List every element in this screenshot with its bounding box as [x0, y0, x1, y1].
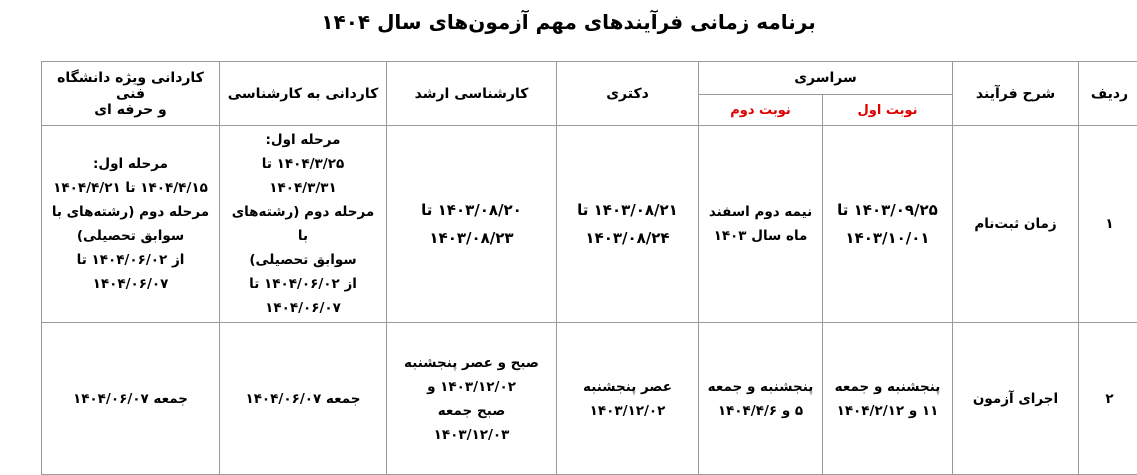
cell-nobat-dovom	[699, 323, 823, 475]
cell-sharh: اجرای آزمون	[953, 323, 1079, 475]
cell-line: ۱۴۰۴/۳/۲۵ تا ۱۴۰۴/۳/۳۱	[226, 152, 380, 200]
header-radif: ردیف	[1079, 62, 1137, 126]
cell-line: جمعه ۱۴۰۴/۰۶/۰۷	[48, 387, 213, 411]
cell-line: ۵ و ۱۴۰۴/۴/۶	[705, 399, 816, 423]
cell-line: ۱۴۰۳/۰۸/۲۱ تا	[563, 196, 692, 224]
cell-line: ۱۴۰۴/۰۶/۰۷	[48, 272, 213, 296]
cell-line: مرحله اول:	[48, 152, 213, 176]
schedule-table	[41, 61, 1137, 475]
header-doctori: دکتری	[557, 62, 699, 126]
cell-line: مرحله دوم (رشته‌های با	[226, 200, 380, 248]
cell-line: پنجشنبه و جمعه	[705, 375, 816, 399]
cell-line: ۱۴۰۳/۰۸/۲۳	[393, 224, 550, 252]
cell-nobat-aval	[823, 323, 953, 475]
cell-line: ۱۴۰۳/۱۰/۰۱	[829, 224, 946, 252]
cell-doctori	[557, 323, 699, 475]
header-nobat-dovom: نوبت دوم	[699, 95, 823, 126]
cell-line: ۱۱ و ۱۴۰۴/۲/۱۲	[829, 399, 946, 423]
cell-arshad	[387, 126, 557, 323]
header-kardani-vizheh-line2: و حرفه ای	[48, 102, 213, 118]
cell-line: مرحله دوم (رشته‌های با	[48, 200, 213, 224]
cell-arshad	[387, 323, 557, 475]
cell-kardani-be-karshenasi	[220, 323, 387, 475]
cell-line: سوابق تحصیلی)	[226, 248, 380, 272]
header-kardani-vizheh-line1: کاردانی ویژه دانشگاه فنی	[48, 70, 213, 102]
cell-line: پنجشنبه و جمعه	[829, 375, 946, 399]
header-sharh: شرح فرآیند	[953, 62, 1079, 126]
cell-line: صبح جمعه	[393, 399, 550, 423]
cell-line: سوابق تحصیلی)	[48, 224, 213, 248]
cell-radif: ۱	[1079, 126, 1137, 323]
cell-line: جمعه ۱۴۰۴/۰۶/۰۷	[226, 387, 380, 411]
table-row	[42, 126, 1137, 323]
cell-line: ۱۴۰۴/۴/۱۵ تا ۱۴۰۴/۴/۲۱	[48, 176, 213, 200]
cell-line: ۱۴۰۳/۱۲/۰۲ و	[393, 375, 550, 399]
cell-radif: ۲	[1079, 323, 1137, 475]
cell-line: از ۱۴۰۴/۰۶/۰۲ تا	[226, 272, 380, 296]
table-row	[42, 323, 1137, 475]
header-sarasari: سراسری	[699, 62, 953, 95]
header-kardani-vizheh	[42, 62, 220, 126]
cell-line: ۱۴۰۳/۰۸/۲۴	[563, 224, 692, 252]
cell-line: ۱۴۰۳/۱۲/۰۲	[563, 399, 692, 423]
header-kardani-be-karshenasi: کاردانی به کارشناسی	[220, 62, 387, 126]
page-title: برنامه زمانی فرآیندهای مهم آزمون‌های سال ۱۴۰۴	[0, 10, 1137, 34]
cell-sharh: زمان ثبت‌نام	[953, 126, 1079, 323]
cell-line: ماه سال ۱۴۰۳	[705, 224, 816, 248]
cell-line: مرحله اول:	[226, 128, 380, 152]
cell-doctori	[557, 126, 699, 323]
cell-nobat-aval	[823, 126, 953, 323]
header-row	[42, 62, 1137, 95]
cell-kardani-vizheh	[42, 323, 220, 475]
cell-line: ۱۴۰۴/۰۶/۰۷	[226, 296, 380, 320]
cell-line: عصر پنجشنبه	[563, 375, 692, 399]
header-nobat-aval: نوبت اول	[823, 95, 953, 126]
cell-line: ۱۴۰۳/۱۲/۰۳	[393, 423, 550, 447]
cell-nobat-dovom	[699, 126, 823, 323]
cell-line: ۱۴۰۳/۰۹/۲۵ تا	[829, 196, 946, 224]
cell-kardani-be-karshenasi	[220, 126, 387, 323]
cell-line: از ۱۴۰۴/۰۶/۰۲ تا	[48, 248, 213, 272]
cell-line: ۱۴۰۳/۰۸/۲۰ تا	[393, 196, 550, 224]
cell-line: نیمه دوم اسفند	[705, 200, 816, 224]
cell-kardani-vizheh	[42, 126, 220, 323]
header-arshad: کارشناسی ارشد	[387, 62, 557, 126]
cell-line: صبح و عصر پنجشنبه	[393, 351, 550, 375]
